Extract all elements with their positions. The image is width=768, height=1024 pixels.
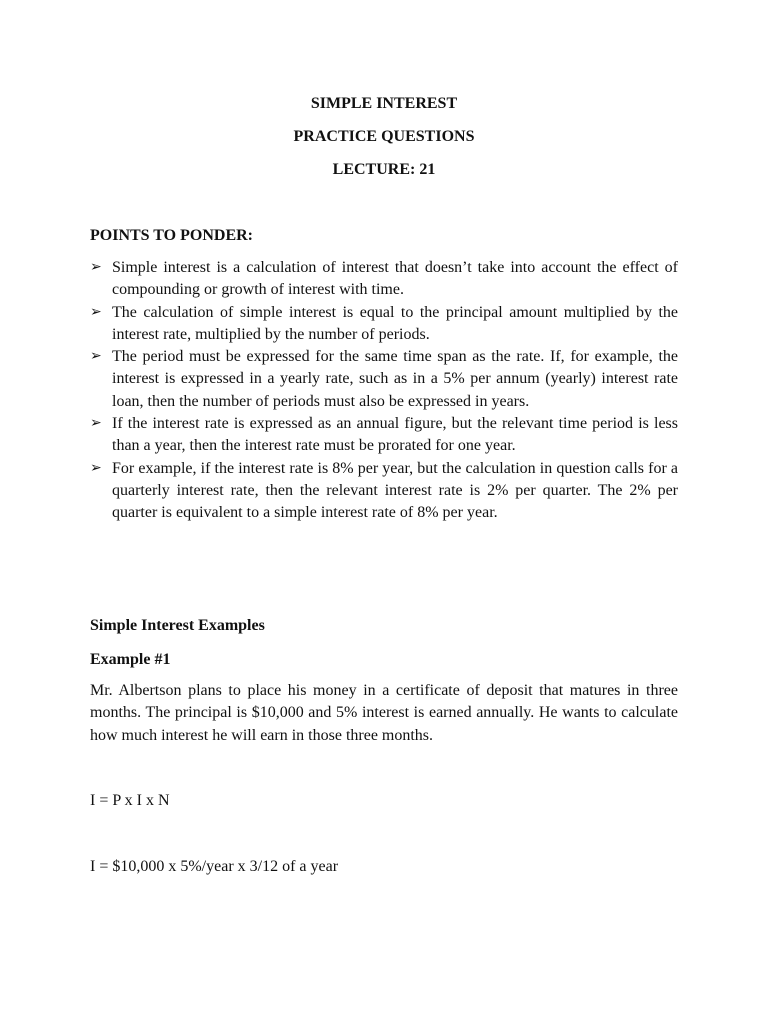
list-item	[90, 413, 678, 458]
bullet-text: Simple interest is a calculation of interest that doesn’t take into account the effect of compounding or growth of interest with time.	[112, 259, 678, 299]
title-practice-questions: PRACTICE QUESTIONS	[293, 128, 475, 145]
example-1-text: Mr. Albertson plans to place his money in a certificate of deposit that matures in three months. The principal is $10,000 and 5% interest is earned annually. He wants to calculate how much interest he will earn in those three months.	[90, 682, 678, 744]
arrow-bullet-icon: ➢	[90, 260, 102, 275]
bullet-text: For example, if the interest rate is 8% per year, but the calculation in question calls for a quarterly interest rate, then the relevant interest rate is 2% per quarter. The 2% per quarter is equivalent to a simple interest rate of 8% per year.	[112, 459, 678, 522]
title-simple-interest: SIMPLE INTEREST	[310, 95, 458, 112]
arrow-bullet-icon: ➢	[90, 304, 102, 320]
simple-interest-examples-heading: Simple Interest Examples	[90, 617, 265, 634]
arrow-bullet-icon: ➢	[90, 416, 102, 432]
arrow-bullet-icon: ➢	[90, 349, 102, 365]
list-item	[90, 458, 678, 525]
formula-substituted: I = $10,000 x 5%/year x 3/12 of a year	[90, 858, 339, 875]
arrow-bullet-icon: ➢	[90, 460, 102, 476]
list-item	[90, 302, 678, 347]
bullet-text: The period must be expressed for the same time span as the rate. If, for example, the interest is expressed in a yearly rate, such as in a 5% per annum (yearly) interest rate loan, then the number of periods must also be expressed in years.	[112, 348, 678, 410]
points-list	[90, 257, 678, 525]
list-item	[90, 257, 678, 302]
example-1-heading: Example #1	[90, 651, 171, 668]
bullet-text: The calculation of simple interest is equal to the principal amount multiplied by the interest rate, multiplied by the number of periods.	[112, 303, 678, 343]
formula-general: I = P x I x N	[90, 792, 170, 809]
title-lecture-number: LECTURE: 21	[332, 161, 436, 178]
list-item	[90, 346, 678, 413]
points-to-ponder-heading: POINTS TO PONDER:	[90, 227, 253, 244]
bullet-text: If the interest rate is expressed as an annual figure, but the relevant time period is less than a year, then the interest rate must be prorated for one year.	[112, 415, 678, 455]
